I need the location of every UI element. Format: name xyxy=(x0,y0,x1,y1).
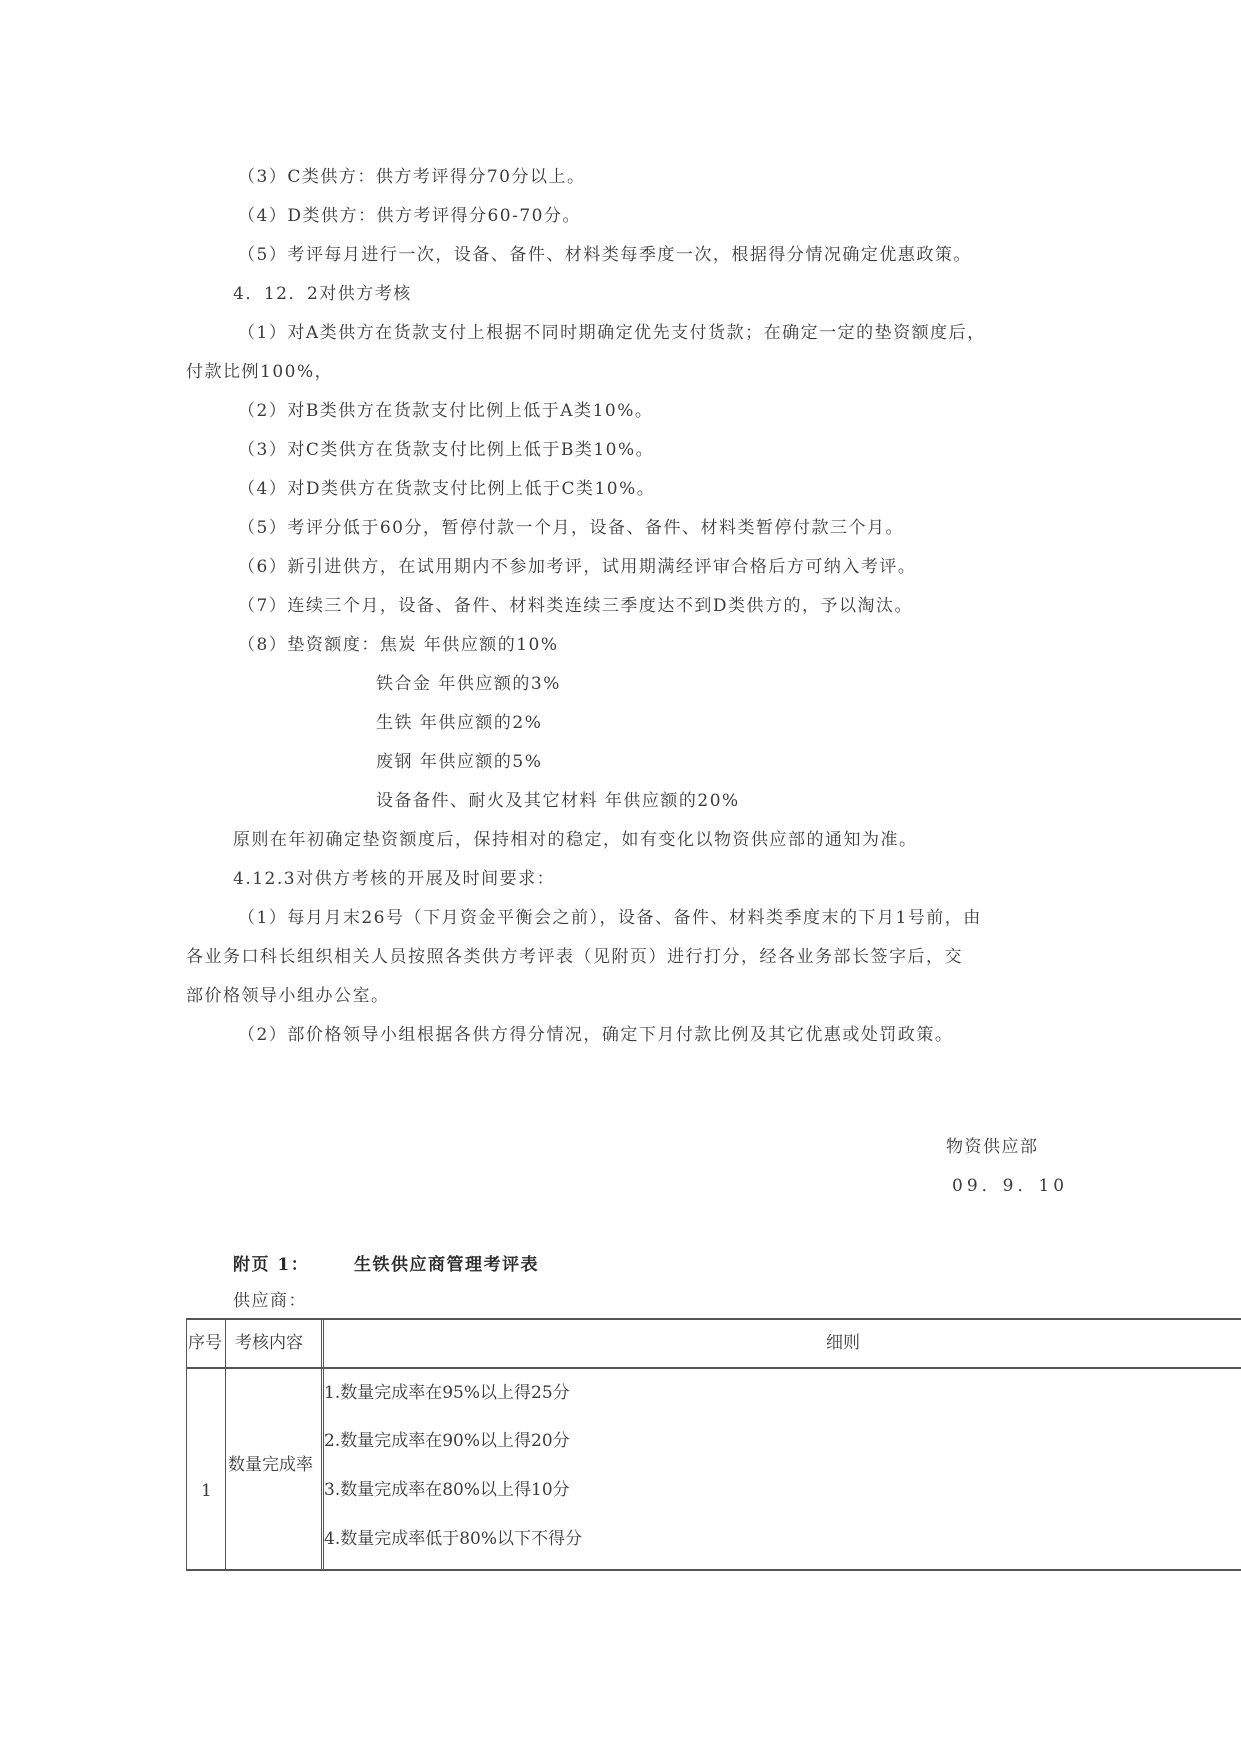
text-line: 付款比例100%， xyxy=(186,362,334,382)
table-border-left xyxy=(186,1318,187,1571)
text-line: （3）对C类供方在货款支付比例上低于B类10%。 xyxy=(238,440,655,460)
table-cell-no: 1 xyxy=(201,1481,212,1501)
table-cell-detail: 2.数量完成率在90%以上得20分 xyxy=(324,1431,570,1451)
table-border-bottom xyxy=(186,1569,1241,1571)
table-header-item: 考核内容 xyxy=(235,1333,303,1353)
table-cell-detail: 1.数量完成率在95%以上得25分 xyxy=(324,1383,570,1403)
text-line: （5）考评每月进行一次，设备、备件、材料类每季度一次，根据得分情况确定优惠政策。 xyxy=(238,245,972,265)
table-border-top xyxy=(186,1318,1241,1320)
table-col-divider xyxy=(225,1318,226,1571)
text-line: 废钢 年供应额的5% xyxy=(376,752,543,772)
table-cell-detail: 3.数量完成率在80%以上得10分 xyxy=(324,1480,570,1500)
text-line: 部价格领导小组办公室。 xyxy=(186,986,390,1006)
text-line: （1）每月月末26号（下月资金平衡会之前），设备、备件、材料类季度末的下月1号前，由 xyxy=(238,908,982,928)
signature-department: 物资供应部 xyxy=(946,1137,1039,1157)
appendix-label: 附页 1： xyxy=(233,1255,310,1275)
text-line: 生铁 年供应额的2% xyxy=(376,713,543,733)
appendix-title: 生铁供应商管理考评表 xyxy=(354,1255,539,1275)
text-line: （6）新引进供方，在试用期内不参加考评，试用期满经评审合格后方可纳入考评。 xyxy=(238,557,917,577)
text-line: 原则在年初确定垫资额度后，保持相对的稳定，如有变化以物资供应部的通知为准。 xyxy=(233,830,918,850)
text-line: （2）对B类供方在货款支付比例上低于A类10%。 xyxy=(238,401,654,421)
signature-date: 09．9．10 xyxy=(952,1176,1069,1196)
text-line: （4）对D类供方在货款支付比例上低于C类10%。 xyxy=(238,479,656,499)
section-heading: 4．12．2对供方考核 xyxy=(233,284,412,304)
text-line: 各业务口科长组织相关人员按照各类供方考评表（见附页）进行打分，经各业务部长签字后，交 xyxy=(186,947,963,967)
supplier-label: 供应商： xyxy=(233,1291,307,1311)
text-line: （1）对A类供方在货款支付上根据不同时期确定优先支付货款；在确定一定的垫资额度后， xyxy=(238,323,986,343)
text-line: （8）垫资额度：焦炭 年供应额的10% xyxy=(238,635,559,655)
table-cell-detail: 4.数量完成率低于80%以下不得分 xyxy=(324,1529,583,1549)
table-header-no: 序号 xyxy=(188,1333,222,1353)
section-heading: 4.12.3对供方考核的开展及时间要求： xyxy=(233,869,556,889)
text-line: 设备备件、耐火及其它材料 年供应额的20% xyxy=(376,791,740,811)
text-line: （4）D类供方：供方考评得分60-70分。 xyxy=(238,206,581,226)
text-line: （2）部价格领导小组根据各供方得分情况，确定下月付款比例及其它优惠或处罚政策。 xyxy=(238,1025,954,1045)
table-header-details: 细则 xyxy=(826,1333,860,1353)
text-line: （5）考评分低于60分，暂停付款一个月，设备、备件、材料类暂停付款三个月。 xyxy=(238,518,904,538)
table-border-header xyxy=(186,1367,1241,1369)
table-cell-item: 数量完成率 xyxy=(228,1455,313,1475)
text-line: 铁合金 年供应额的3% xyxy=(376,674,561,694)
text-line: （7）连续三个月，设备、备件、材料类连续三季度达不到D类供方的，予以淘汰。 xyxy=(238,596,913,616)
text-line: （3）C类供方：供方考评得分70分以上。 xyxy=(238,167,586,187)
table-col-divider xyxy=(321,1318,322,1571)
